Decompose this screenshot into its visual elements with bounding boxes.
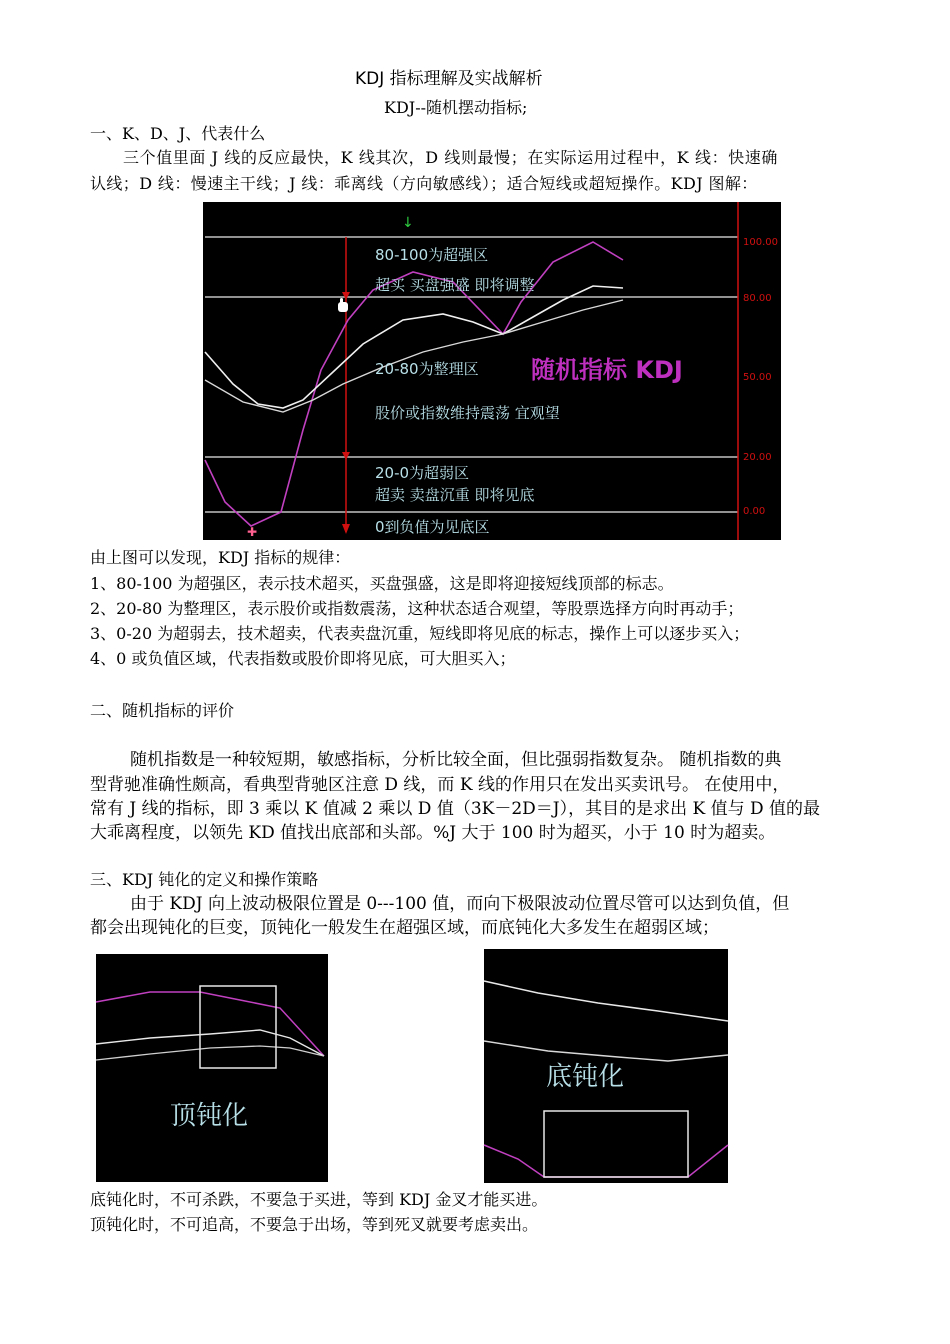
section-3-line: 都会出现钝化的巨变，顶钝化一般发生在超强区域，而底钝化大多发生在超弱区域； bbox=[90, 918, 719, 938]
section-2-line: 随机指数是一种较短期，敏感指标，分析比较全面，但比强弱指数复杂。 随机指数的典 bbox=[130, 750, 782, 770]
zone-weak-label: 20-0为超弱区 bbox=[375, 464, 470, 482]
top-passivation-label: 顶钝化 bbox=[170, 1101, 249, 1131]
axis-label-100: 100.00 bbox=[743, 237, 778, 248]
axis-label-50: 50.00 bbox=[743, 372, 772, 383]
axis-label-80: 80.00 bbox=[743, 293, 772, 304]
section-3-line: 由于 KDJ 向上波动极限位置是 0---100 值，而向下极限波动位置尽管可以达到负值，但 bbox=[130, 894, 790, 914]
section-1-paragraph-line: 认线；D 线：慢速主干线；J 线：乖离线（方向敏感线）；适合短线或超短操作。KDJ 图解： bbox=[90, 174, 758, 193]
kdj-diagram bbox=[203, 202, 781, 540]
zone-weak-note: 超卖 卖盘沉重 即将见底 bbox=[375, 486, 535, 504]
kdj-watermark: 随机指标 KDJ bbox=[531, 356, 683, 384]
section-2-heading: 二、随机指标的评价 bbox=[90, 701, 235, 720]
zone-mid-note: 股价或指数维持震荡 宜观望 bbox=[375, 404, 560, 422]
rules-intro: 由上图可以发现，KDJ 指标的规律： bbox=[90, 548, 351, 567]
rule-item: 3、0-20 为超弱去，技术超卖，代表卖盘沉重，短线即将见底的标志，操作上可以逐步买入； bbox=[90, 624, 750, 643]
section-1-heading: 一、K、D、J、代表什么 bbox=[90, 124, 266, 143]
green-arrow-icon: ↓ bbox=[402, 215, 414, 231]
ending-line: 顶钝化时，不可追高，不要急于出场，等到死叉就要考虑卖出。 bbox=[90, 1215, 539, 1234]
pink-marker-icon: ✚ bbox=[247, 525, 258, 539]
bottom-passivation-figure bbox=[478, 945, 732, 1185]
zone-strong-label: 80-100为超强区 bbox=[375, 246, 489, 264]
section-2-line: 型背驰准确性颇高，看典型背驰区注意 D 线，而 K 线的作用只在发出买卖讯号。 在使用中， bbox=[90, 775, 790, 795]
section-2-line: 常有 J 线的指标，即 3 乘以 K 值减 2 乘以 D 值（3K－2D＝J），其目的是求出 K 值与 D 值的最 bbox=[90, 799, 821, 819]
rule-item: 1、80-100 为超强区，表示技术超买，买盘强盛，这是即将迎接短线顶部的标志。 bbox=[90, 574, 674, 593]
ending-line: 底钝化时，不可杀跌，不要急于买进，等到 KDJ 金叉才能买进。 bbox=[90, 1190, 548, 1209]
rule-item: 4、0 或负值区域，代表指数或股价即将见底，可大胆买入； bbox=[90, 649, 516, 668]
page-title: KDJ 指标理解及实战解析 bbox=[355, 69, 543, 89]
page-subtitle: KDJ--随机摆动指标; bbox=[384, 98, 528, 117]
section-3-heading: 三、KDJ 钝化的定义和操作策略 bbox=[90, 870, 319, 889]
zone-strong-note: 超买 买盘强盛 即将调整 bbox=[375, 276, 535, 294]
axis-label-0: 0.00 bbox=[743, 506, 766, 517]
axis-label-20: 20.00 bbox=[743, 452, 772, 463]
top-passivation-figure bbox=[90, 948, 334, 1184]
section-2-line: 大乖离程度，以领先 KD 值找出底部和头部。%J 大于 100 时为超买，小于 10 时为超卖。 bbox=[90, 823, 776, 843]
rule-item: 2、20-80 为整理区，表示股价或指数震荡，这种状态适合观望，等股票选择方向时再动手； bbox=[90, 599, 744, 618]
zone-mid-label: 20-80为整理区 bbox=[375, 360, 479, 378]
zone-neg-label: 0到负值为见底区 bbox=[375, 518, 490, 536]
bottom-passivation-label: 底钝化 bbox=[546, 1062, 625, 1092]
section-1-paragraph-line: 三个值里面 J 线的反应最快，K 线其次，D 线则最慢；在实际运用过程中，K 线：快速确 bbox=[123, 148, 778, 167]
